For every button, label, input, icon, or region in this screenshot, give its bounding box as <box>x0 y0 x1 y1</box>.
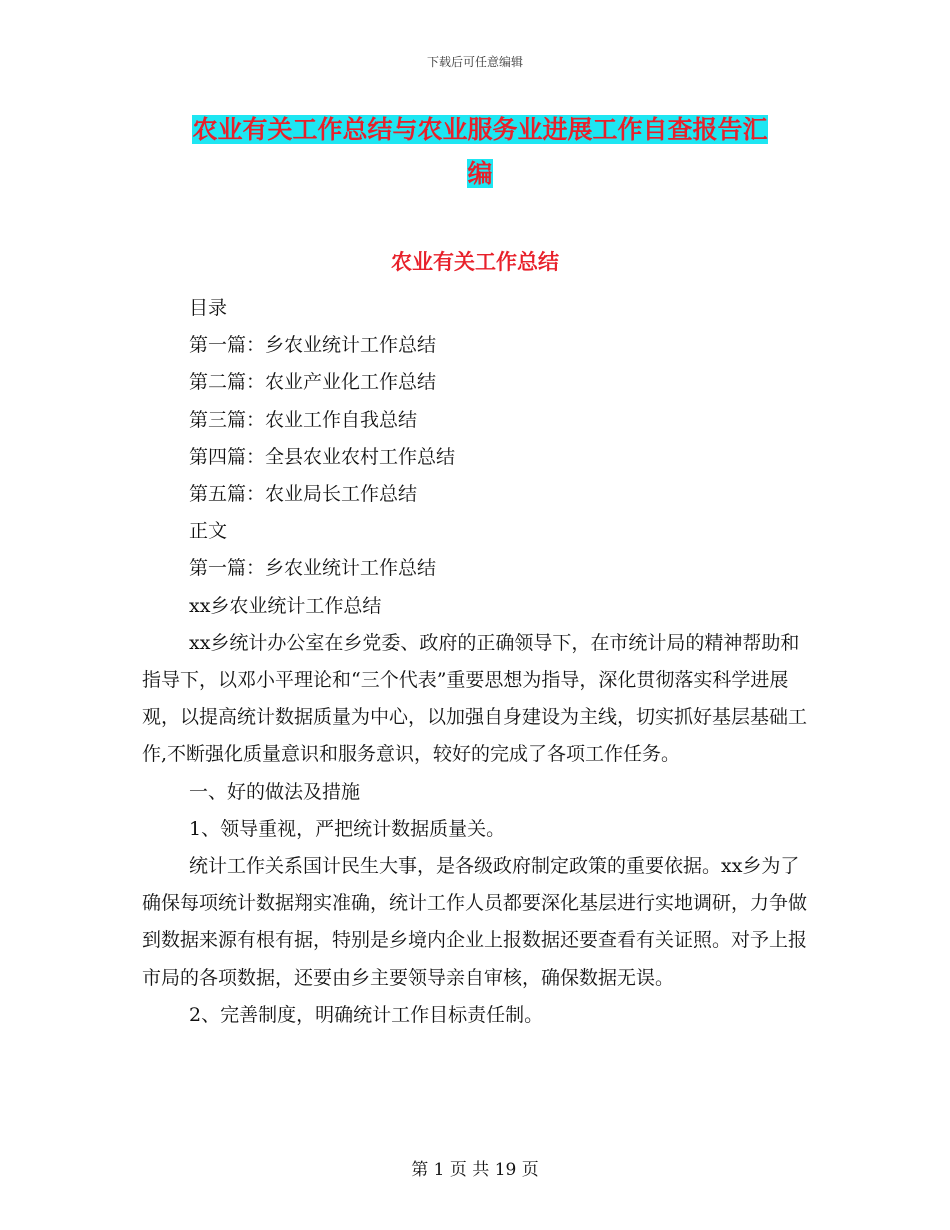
title-line-1: 农业有关工作总结与农业服务业进展工作自查报告汇 <box>192 115 768 144</box>
document-title <box>140 108 820 196</box>
toc-item: 第四篇：全县农业农村工作总结 <box>189 445 456 468</box>
body-paragraph: 2、完善制度，明确统计工作目标责任制。 <box>189 1003 544 1026</box>
toc-item: 第五篇：农业局长工作总结 <box>189 483 418 506</box>
document-body <box>142 290 807 1034</box>
body-paragraph: 一、好的做法及措施 <box>189 780 361 803</box>
page-header-note: 下载后可任意编辑 <box>426 55 523 69</box>
toc-item: 第二篇：农业产业化工作总结 <box>189 371 437 394</box>
body-paragraph: 1、领导重视，严把统计数据质量关。 <box>189 817 506 840</box>
page-number-footer: 第 1 页 共 19 页 <box>411 1160 539 1180</box>
title-line-2: 编 <box>467 159 493 188</box>
toc-heading: 目录 <box>189 297 228 319</box>
chapter-title: 第一篇：乡农业统计工作总结 <box>189 557 437 580</box>
section-title: 农业有关工作总结 <box>391 249 559 274</box>
body-paragraph: xx乡统计办公室在乡党委、政府的正确领导下，在市统计局的精神帮助和指导下，以邓小平理论和“三个代表”重要思想为指导，深化贯彻落实科学进展观，以提高统计数据质量为中心，以加强自身建设为主线，切实抓好基层基础工作,不断强化质量意识和服务意识，较好的完成了各项工作任务。 <box>142 631 808 766</box>
main-heading: 正文 <box>189 520 228 543</box>
toc-item: 第一篇：乡农业统计工作总结 <box>189 334 437 357</box>
body-paragraph: 统计工作关系国计民生大事，是各级政府制定政策的重要依据。xx乡为了确保每项统计数据翔实准确，统计工作人员都要深化基层进行实地调研，力争做到数据来源有根有据，特别是乡境内企业上报数据还要查看有关证照。对予上报市局的各项数据，还要由乡主要领导亲自审核，确保数据无误。 <box>142 855 808 989</box>
toc-item: 第三篇：农业工作自我总结 <box>189 408 418 431</box>
chapter-subtitle: xx乡农业统计工作总结 <box>189 594 382 617</box>
